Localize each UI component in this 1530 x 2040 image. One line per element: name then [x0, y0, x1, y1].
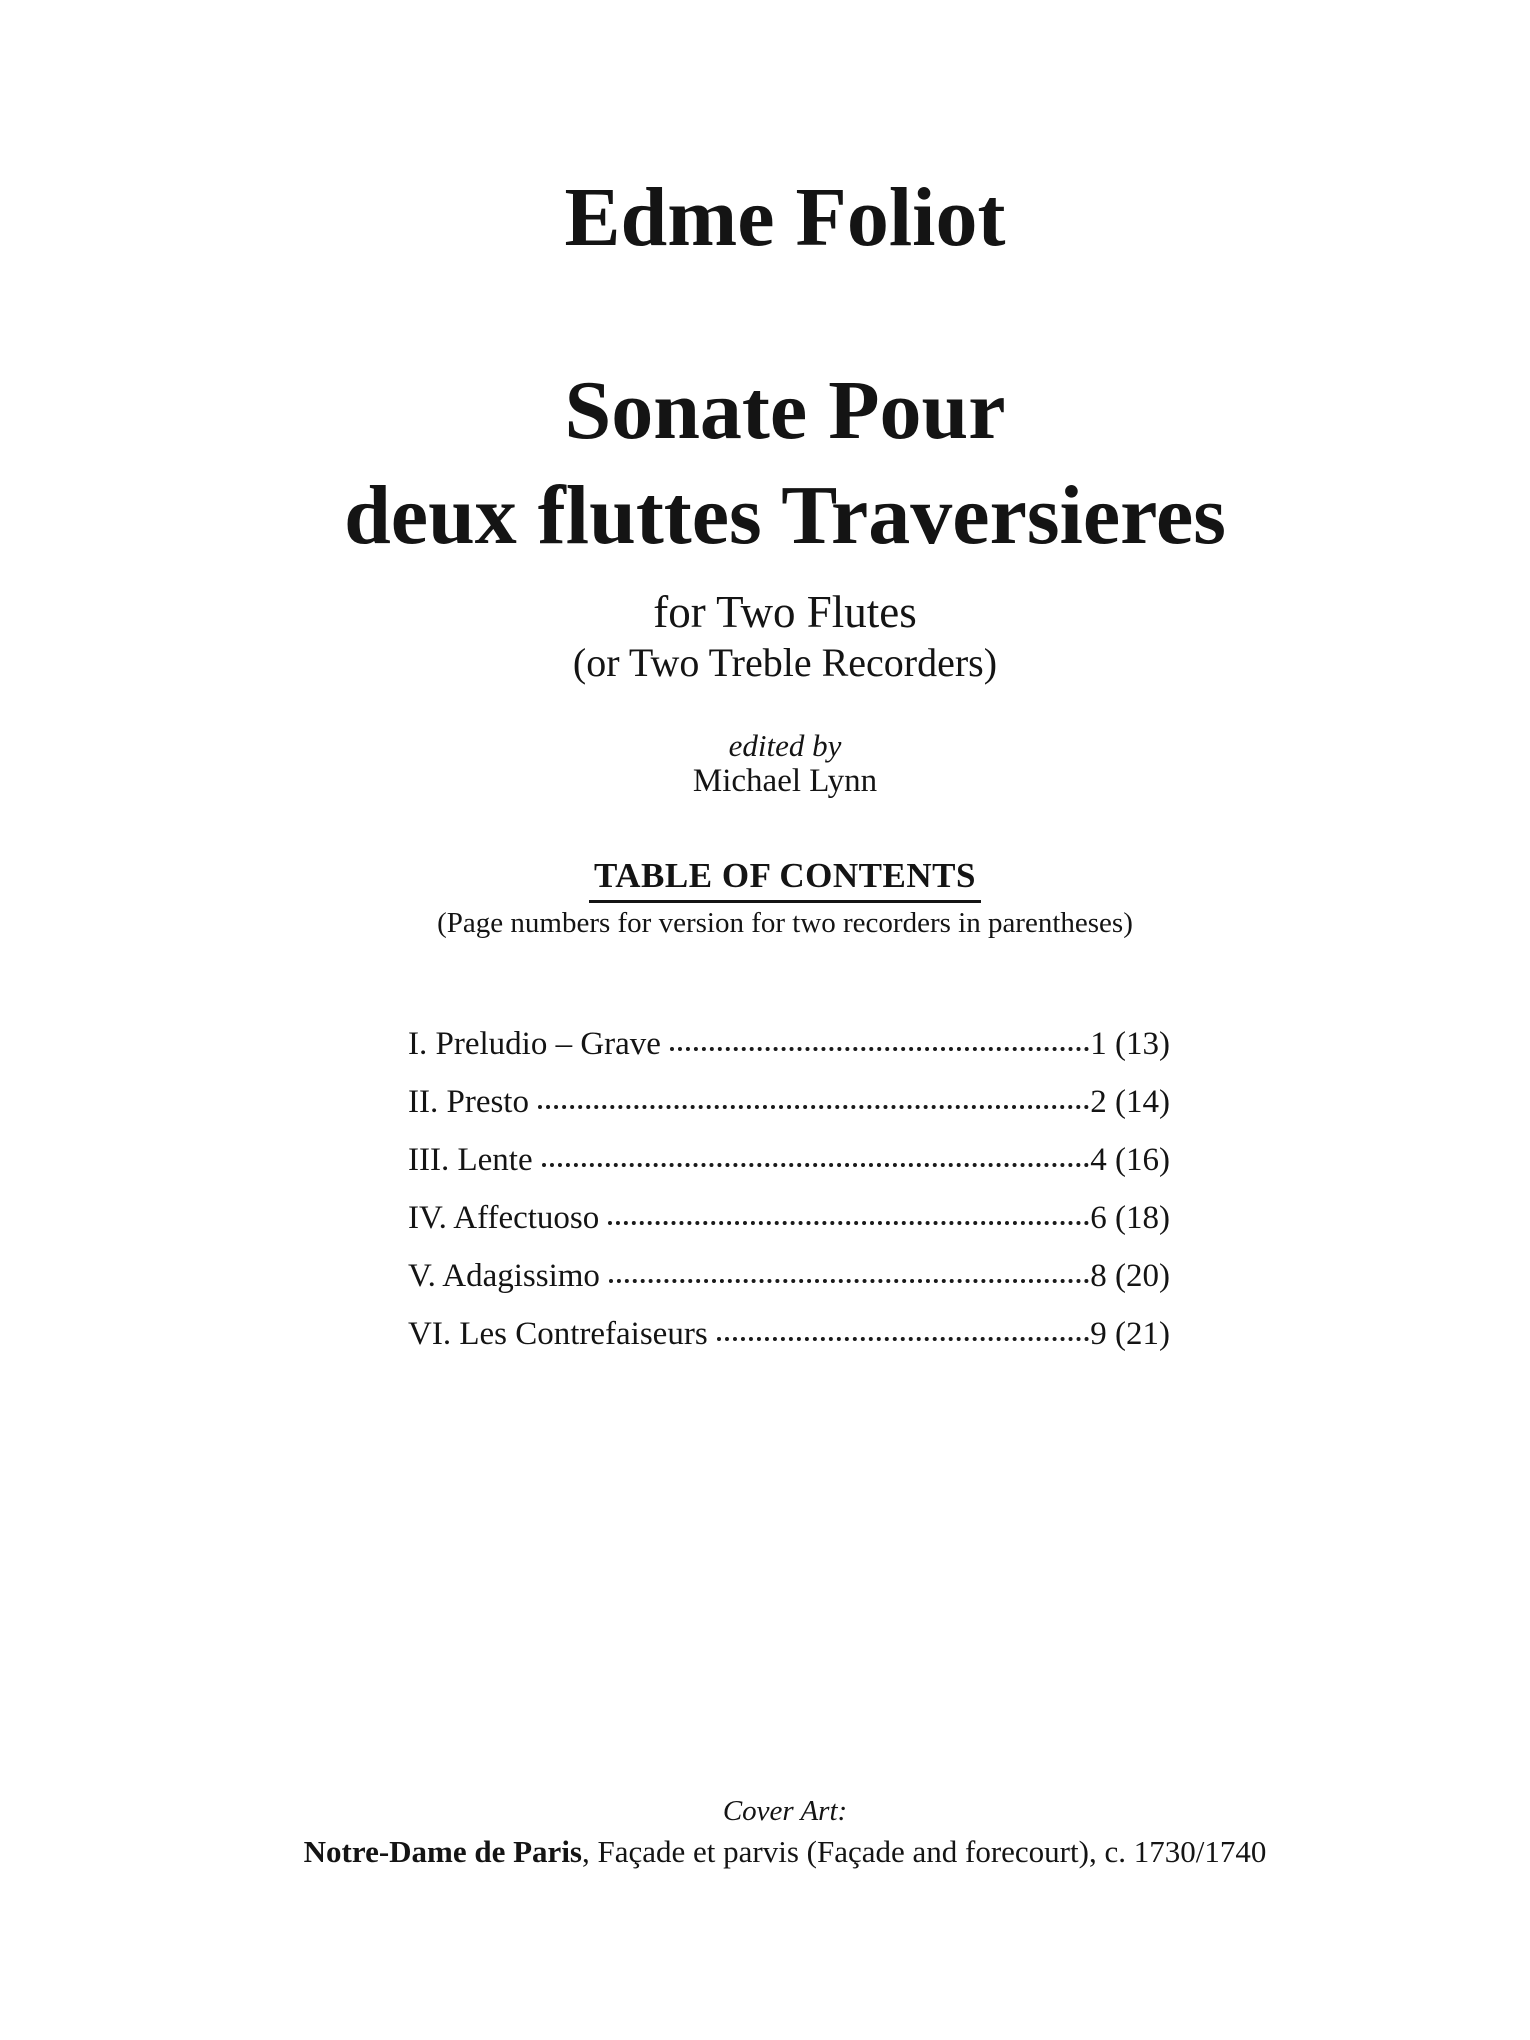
toc-dot-leader — [717, 1337, 1090, 1341]
toc-entry — [408, 1256, 1170, 1314]
toc-entry-title: IV. Affectuoso — [408, 1200, 600, 1236]
toc-entry — [408, 1314, 1170, 1372]
toc-entry-page: 8 (20) — [1090, 1258, 1170, 1294]
toc-entry-page: 1 (13) — [1090, 1026, 1170, 1062]
composer-name: Edme Foliot — [564, 171, 1006, 264]
toc-entry-page: 2 (14) — [1090, 1084, 1170, 1120]
cover-art-description: , Façade et parvis (Façade and forecourt), c. 1730/1740 — [582, 1834, 1267, 1869]
edited-by-label: edited by — [728, 728, 842, 763]
toc-list — [408, 1024, 1170, 1372]
toc-entry-page: 4 (16) — [1090, 1142, 1170, 1178]
toc-dot-leader — [608, 1221, 1089, 1225]
toc-dot-leader — [670, 1047, 1089, 1051]
toc-entry-title: III. Lente — [408, 1142, 533, 1178]
toc-note: (Page numbers for version for two recorders in parentheses) — [437, 907, 1133, 939]
instrumentation-alt-subtitle: (or Two Treble Recorders) — [572, 640, 998, 685]
editor-name: Michael Lynn — [692, 763, 878, 799]
toc-dot-leader — [609, 1279, 1089, 1283]
toc-entry-title: V. Adagissimo — [408, 1258, 600, 1294]
cover-art-label: Cover Art: — [722, 1795, 848, 1827]
toc-entry-title: VI. Les Contrefaiseurs — [408, 1316, 708, 1352]
toc-entry — [408, 1024, 1170, 1082]
toc-dot-leader — [542, 1163, 1090, 1167]
cover-art-credit — [40, 1833, 1530, 1871]
work-title — [40, 358, 1530, 568]
work-title-line-1: Sonate Pour — [564, 364, 1006, 457]
toc-entry-title: II. Presto — [408, 1084, 529, 1120]
cover-art-work-title: Notre-Dame de Paris — [303, 1834, 582, 1869]
toc-entry — [408, 1198, 1170, 1256]
toc-entry-page: 9 (21) — [1090, 1316, 1170, 1352]
toc-entry-title: I. Preludio – Grave — [408, 1026, 661, 1062]
toc-heading: TABLE OF CONTENTS — [589, 856, 981, 903]
toc-entry — [408, 1140, 1170, 1198]
work-title-line-2: deux fluttes Traversieres — [344, 469, 1226, 562]
instrumentation-subtitle: for Two Flutes — [653, 587, 917, 637]
table-of-contents-header — [40, 856, 1530, 903]
toc-entry — [408, 1082, 1170, 1140]
toc-entry-page: 6 (18) — [1090, 1200, 1170, 1236]
toc-dot-leader — [538, 1105, 1089, 1109]
